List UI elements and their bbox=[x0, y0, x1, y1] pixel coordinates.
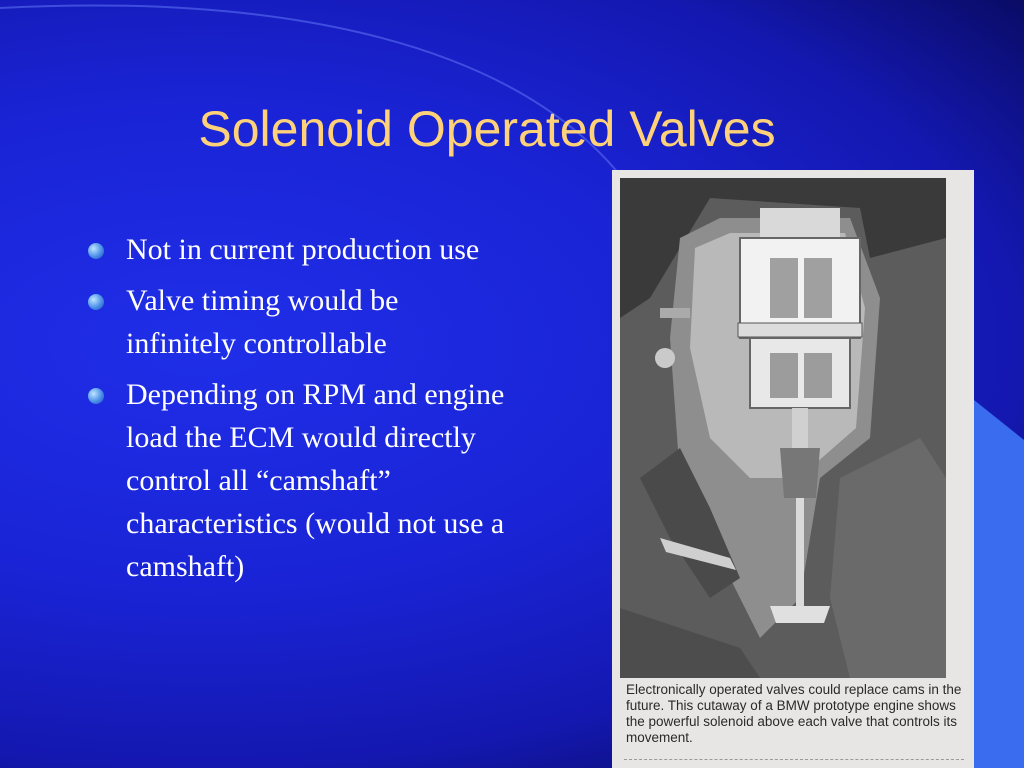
bullet-icon bbox=[88, 388, 104, 404]
bullet-icon bbox=[88, 294, 104, 310]
engine-cutaway-image bbox=[620, 178, 946, 678]
bullet-item bbox=[88, 373, 508, 588]
bullet-text: Not in current production use bbox=[126, 233, 480, 266]
bullet-item bbox=[88, 228, 508, 271]
bullet-icon bbox=[88, 243, 104, 259]
bullet-list bbox=[88, 228, 508, 596]
caption-divider bbox=[624, 759, 964, 760]
photo-caption: Electronically operated valves could replace cams in the future. This cutaway of a BMW prototype engine shows the powerful solenoid above each valve that controls its movement. bbox=[626, 682, 962, 745]
slide-title: Solenoid Operated Valves bbox=[198, 101, 776, 157]
bullet-text: Depending on RPM and engine load the ECM would directly control all “camshaft” characteristics (would not use a camshaft) bbox=[126, 378, 505, 583]
bullet-text: Valve timing would be infinitely controllable bbox=[126, 284, 399, 360]
engine-cutaway-photo bbox=[612, 170, 974, 768]
bullet-item bbox=[88, 279, 508, 365]
